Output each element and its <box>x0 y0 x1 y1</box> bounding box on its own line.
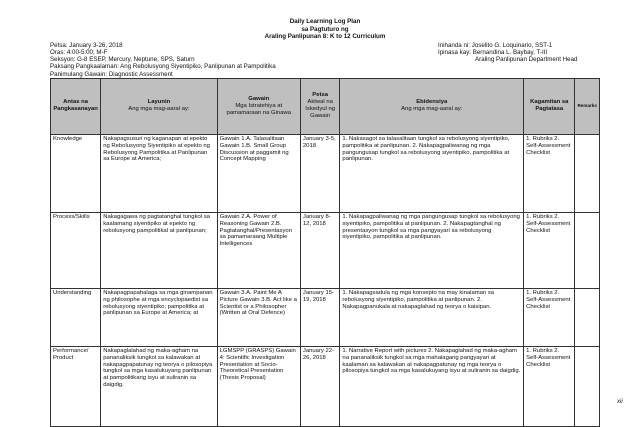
cell-remarks <box>575 288 600 346</box>
header-petsa: Petsa Aktwal na Iskedyul ng Gawain <box>300 78 340 134</box>
cell-gawain: LGMSPP (GRASPS) Gawain 4: Scientific Investigation Presentation at Socio-Theoretical Presentation (Thesis Proposal) <box>217 346 300 426</box>
cell-kagamitan: 1. Rubriks 2. Self-Assessment Checklist <box>524 288 575 346</box>
meta-oras: Oras: 4:00-5:00; M-F <box>50 48 108 56</box>
meta-seksyon: Seksyon: G-8 ESEP, Mercury, Neptune, SPS, Saturn <box>50 56 195 64</box>
page-number: xii <box>617 399 623 405</box>
header-ebidensiya: Ebidensiya Ang mga mag-aaral ay: <box>340 78 524 134</box>
header-layunin: Layunin Ang mga mag-aaral ay: <box>101 78 217 134</box>
header-kagamitan: Kagamitan sa Pagtatasa <box>524 78 575 134</box>
cell-remarks <box>575 134 600 212</box>
table-row <box>51 134 600 212</box>
cell-gawain: Gawain 1.A. Talasalitaan Gawain 1.B. Small Group Discussion at paggamit ng Concept Mapping <box>217 134 300 212</box>
meta-panimulang: Panimulang Gawain: Diagnostic Assessment <box>50 70 173 78</box>
meta-ipinasa: Ipinasa kay: Bernandina L. Baybay, T-III <box>438 48 548 56</box>
cell-kagamitan: 1. Rubriks 2. Self-Assessment Checklist <box>524 346 575 426</box>
meta-block <box>50 42 600 78</box>
cell-gawain: Gawain 2.A. Power of Reasoning Gawain 2.B. Pagtatanghal/Presentasyon sa pamamaraang Multiple Intelligences <box>217 212 300 288</box>
cell-petsa: January 3-5, 2018 <box>300 134 340 212</box>
meta-paksang: Paksang Pangkaalaman: Ang Rebolusyong Siyentipiko, Panlipunan at Pampolitika <box>50 63 276 71</box>
table-row <box>51 212 600 288</box>
title-line-3: Araling Panlipunan 8: K to 12 Curriculum <box>264 33 386 41</box>
cell-ebidensiya: 1. Nakapagpaliwanag ng mga pangungusap tungkol sa rebolusyong siyentipiko, pampolitika at panlipunan. 2. Nakapagtanghal ng presentasyon tungkol sa mga pangyayari sa rebolusyong siyentipiko, pampolitika at panlipunan. <box>340 212 524 288</box>
table-row <box>51 288 600 346</box>
cell-gawain: Gawain 3.A. Paint Me A Picture Gawain 3.B. Act like a Scientist or a Philosopher (Written at Oral Defence) <box>217 288 300 346</box>
cell-antas: Performance/ Product <box>51 346 101 426</box>
cell-layunin: Nakagagawa ng pagtatanghal tungkol sa kaalamang siyentipiko at epekto ng rebolusyong pampolitikal at panlipunan; <box>101 212 217 288</box>
table-row <box>51 346 600 426</box>
document-title <box>50 18 600 41</box>
table-header-row <box>51 78 600 134</box>
title-line-1: Daily Learning Log Plan <box>289 18 361 25</box>
cell-antas: Knowledge <box>51 134 101 212</box>
cell-petsa: January 22-26, 2018 <box>300 346 340 426</box>
meta-inihanda: Inihanda ni: Joselito G. Loquinario, SST-1 <box>438 41 553 49</box>
log-plan-table <box>50 78 600 427</box>
cell-remarks <box>575 212 600 288</box>
cell-antas: Understanding <box>51 288 101 346</box>
cell-layunin: Nakapaglalahad ng maka-agham na pananaliksik tungkol sa kalawakan at nakapagpapatunay ng teorya o pilosopiya tungkol sa mga kasalukuyang panlipunan at pampolitikang isyu at suliranin sa daigdig. <box>101 346 217 426</box>
document-page <box>50 18 600 427</box>
header-antas: Antas na Pangkasanayan <box>51 78 101 134</box>
header-remarks: Remarks <box>575 78 600 134</box>
cell-ebidensiya: 1. Nakapagsadula ng mga konsepto na may kinalaman sa rebolusyong siyentipiko, pampolitika at panlipunan. 2. Nakapagpanukala at nakapaglahad ng teorya o kaisipan. <box>340 288 524 346</box>
meta-department: Araling Panlipunan Department Head <box>475 56 578 64</box>
cell-layunin: Nakapagpapahalaga sa mga ginampanan ng philosophe at mga encyclopaedist sa rebolusyong siyentipiko; pampolitika at panlipunan sa Europe at America; at <box>101 288 217 346</box>
cell-kagamitan: 1. Rubriks 2. Self-Assessment Checklist <box>524 212 575 288</box>
cell-ebidensiya: 1. Nakasagot sa talasalitaan tungkol sa rebolusyong siyentipiko, pampolitika at panlipunan. 2. Nakapagpaliwanag ng mga pangungusap tungkol sa rebolusyong siyentipiko, pampolitika at panlipunan. <box>340 134 524 212</box>
meta-petsa: Petsa: January 3-26, 2018 <box>50 41 123 49</box>
header-gawain: Gawain Mga Istratehiya at pamamaraan na Ginawa <box>217 78 300 134</box>
cell-petsa: January 8-12, 2018 <box>300 212 340 288</box>
title-line-2: sa Pagtuturo ng <box>301 25 349 33</box>
cell-remarks <box>575 346 600 426</box>
cell-antas: Process/Skills <box>51 212 101 288</box>
cell-kagamitan: 1. Rubriks 2. Self-Assessment Checklist <box>524 134 575 212</box>
cell-layunin: Nakapagsusuri ng kaganapan at epekto ng Rebolusyong Siyentipiko at epekto ng Rebolusyong Pampolitika at Panlipunan sa Europe at America; <box>101 134 217 212</box>
cell-petsa: January 15-19, 2018 <box>300 288 340 346</box>
cell-ebidensiya: 1. Narrative Report with pictures 2. Nakapaglahad ng maka-agham na pananaliksik tungkol sa mga mahalagang pangyayari at kaalaman sa kalawakan at nakapagpatunay ng mga teorya o pilosopiya tungkol sa mga kasalukuyang isyu at suliranin sa daigdig. <box>340 346 524 426</box>
